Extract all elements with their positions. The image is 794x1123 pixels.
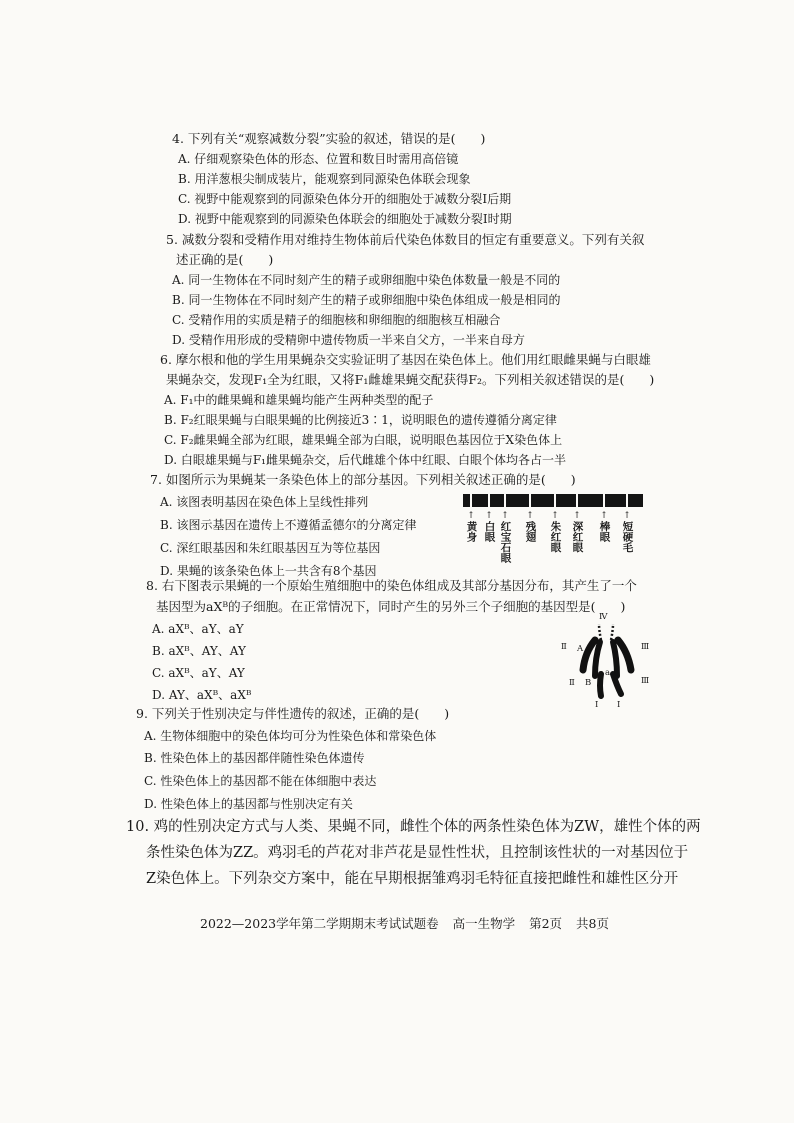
q10-stem-line2: 条性染色体为ZZ。鸡羽毛的芦花对非芦花是显性性状，且控制该性状的一对基因位于 bbox=[146, 845, 689, 861]
q5-option-c: C. 受精作用的实质是精子的细胞核和卵细胞的细胞核互相融合 bbox=[172, 313, 501, 327]
chromosome-IV-dotted bbox=[611, 624, 613, 640]
q8-stem-line2: 基因型为aXᴮ的子细胞。在正常情况下，同时产生的另外三个子细胞的基因型是( ) bbox=[156, 599, 626, 614]
chromosome-III-inner bbox=[613, 642, 617, 676]
roman-label: Ⅰ bbox=[595, 700, 599, 710]
chromosome-IV-dotted bbox=[599, 624, 601, 640]
roman-label: Ⅱ bbox=[569, 678, 575, 688]
q8-option-b: B. aXᴮ、AY、AY bbox=[152, 644, 246, 658]
q8-stem-line1: 8. 右下图表示果蝇的一个原始生殖细胞中的染色体组成及其部分基因分布，其产生了一个 bbox=[146, 578, 637, 593]
q10-stem-line1: 10. 鸡的性别决定方式与人类、果蝇不同，雌性个体的两条性染色体为ZW，雄性个体的两 bbox=[126, 819, 701, 835]
gene-locus-mark bbox=[529, 490, 531, 511]
gene-label: ↑ 朱红眼 bbox=[549, 511, 562, 553]
q7-option-c: C. 深红眼基因和朱红眼基因互为等位基因 bbox=[160, 541, 381, 555]
q4-option-b: B. 用洋葱根尖制成装片，能观察到同源染色体联会现象 bbox=[178, 172, 471, 186]
up-arrow-icon: ↑ bbox=[551, 511, 559, 521]
q6-option-d: D. 白眼雄果蝇与F₁雌果蝇杂交，后代雌雄个体中红眼、白眼个体均各占一半 bbox=[164, 453, 566, 467]
gene-letter: A bbox=[577, 644, 584, 654]
roman-label: Ⅳ bbox=[599, 612, 608, 622]
exam-title: 2022—2023学年第二学期期末考试试题卷 bbox=[200, 916, 439, 931]
gene-locus-mark bbox=[470, 490, 472, 511]
q5-stem-line2: 述正确的是( ) bbox=[176, 252, 274, 267]
up-arrow-icon: ↑ bbox=[600, 511, 608, 521]
gene-letter: B bbox=[585, 678, 592, 688]
gene-label: ↑ 深红眼 bbox=[571, 511, 584, 553]
up-arrow-icon: ↑ bbox=[467, 511, 475, 521]
q5-option-a: A. 同一生物体在不同时刻产生的精子或卵细胞中染色体数量一般是不同的 bbox=[172, 273, 561, 287]
q7-option-a: A. 该图表明基因在染色体上呈线性排列 bbox=[160, 495, 369, 509]
q6-option-b: B. F₂红眼果蝇与白眼果蝇的比例接近3∶1，说明眼色的遗传遵循分离定律 bbox=[164, 413, 557, 427]
gene-locus-mark bbox=[603, 490, 605, 511]
gene-locus-mark bbox=[504, 490, 506, 511]
gene-locus-mark bbox=[576, 490, 578, 511]
q4-option-a: A. 仔细观察染色体的形态、位置和数目时需用高倍镜 bbox=[178, 152, 459, 166]
q9-option-d: D. 性染色体上的基因都与性别决定有关 bbox=[144, 797, 353, 811]
q9-stem: 9. 下列关于性别决定与伴性遗传的叙述，正确的是( ) bbox=[136, 706, 450, 721]
gene-label: ↑ 残翅 bbox=[524, 511, 537, 542]
q8-option-c: C. aXᴮ、aY、AY bbox=[152, 666, 245, 680]
q7-option-d: D. 果蝇的该条染色体上一共含有8个基因 bbox=[160, 564, 377, 578]
gene-label: ↑ 短硬毛 bbox=[621, 511, 634, 553]
gene-letter: a bbox=[605, 668, 611, 678]
gene-label: ↑ 白眼 bbox=[483, 511, 496, 542]
chromosome-II-inner bbox=[595, 642, 600, 676]
q6-stem-line2: 果蝇杂交，发现F₁全为红眼，又将F₁雌雄果蝇交配获得F₂。下列相关叙述错误的是( ) bbox=[166, 372, 655, 387]
page-number: 第2页 bbox=[529, 916, 563, 931]
q6-option-a: A. F₁中的雌果蝇和雄果蝇均能产生两种类型的配子 bbox=[164, 393, 434, 407]
subject-name: 高一生物学 bbox=[452, 916, 516, 931]
roman-label: Ⅲ bbox=[641, 676, 650, 686]
q7-stem: 7. 如图所示为果蝇某一条染色体上的部分基因。下列相关叙述正确的是( ) bbox=[150, 472, 576, 487]
cell-chromosome-diagram bbox=[555, 612, 665, 712]
up-arrow-icon: ↑ bbox=[526, 511, 534, 521]
gene-locus-mark bbox=[626, 490, 628, 511]
gene-label: ↑ 黄身 bbox=[465, 511, 478, 542]
q7-option-b: B. 该图示基因在遗传上不遵循孟德尔的分离定律 bbox=[160, 518, 417, 532]
roman-label: Ⅰ bbox=[617, 700, 621, 710]
up-arrow-icon: ↑ bbox=[623, 511, 631, 521]
q4-stem: 4. 下列有关“观察减数分裂”实验的叙述，错误的是( ) bbox=[172, 131, 486, 146]
q10-stem-line3: Z染色体上。下列杂交方案中，能在早期根据雏鸡羽毛特征直接把雌性和雄性区分开 bbox=[146, 871, 679, 887]
q5-option-b: B. 同一生物体在不同时刻产生的精子或卵细胞中染色体组成一般是相同的 bbox=[172, 293, 561, 307]
roman-label: Ⅲ bbox=[641, 642, 650, 652]
chromosome-III-right bbox=[618, 640, 631, 670]
up-arrow-icon: ↑ bbox=[485, 511, 493, 521]
q6-option-c: C. F₂雌果蝇全部为红眼，雄果蝇全部为白眼，说明眼色基因位于X染色体上 bbox=[164, 433, 563, 447]
chromosome-set-figure bbox=[555, 612, 665, 712]
q9-option-b: B. 性染色体上的基因都伴随性染色体遗传 bbox=[144, 751, 365, 765]
chromosome-I-left bbox=[600, 674, 601, 696]
q8-option-a: A. aXᴮ、aY、aY bbox=[152, 622, 244, 636]
gene-locus-mark bbox=[554, 490, 556, 511]
gene-locus-mark bbox=[488, 490, 490, 511]
q4-option-d: D. 视野中能观察到的同源染色体联会的细胞处于减数分裂Ⅰ时期 bbox=[178, 212, 512, 226]
q9-option-a: A. 生物体细胞中的染色体均可分为性染色体和常染色体 bbox=[144, 729, 437, 743]
q8-option-d: D. AY、aXᴮ、aXᴮ bbox=[152, 688, 252, 702]
chromosome-gene-diagram bbox=[463, 490, 643, 590]
roman-label: Ⅱ bbox=[561, 642, 567, 652]
q5-stem-line1: 5. 减数分裂和受精作用对维持生物体前后代染色体数目的恒定有重要意义。下列有关叙 bbox=[166, 232, 645, 247]
up-arrow-icon: ↑ bbox=[573, 511, 581, 521]
up-arrow-icon: ↑ bbox=[501, 511, 509, 521]
page-footer bbox=[200, 914, 619, 932]
page-total: 共8页 bbox=[576, 916, 609, 931]
chromosome-bar bbox=[463, 494, 643, 507]
q9-option-c: C. 性染色体上的基因都不能在体细胞中表达 bbox=[144, 774, 377, 788]
q4-option-c: C. 视野中能观察到的同源染色体分开的细胞处于减数分裂Ⅰ后期 bbox=[178, 192, 512, 206]
gene-label: ↑ 棒眼 bbox=[598, 511, 611, 542]
q5-option-d: D. 受精作用形成的受精卵中遗传物质一半来自父方，一半来自母方 bbox=[172, 333, 525, 347]
q6-stem-line1: 6. 摩尔根和他的学生用果蝇杂交实验证明了基因在染色体上。他们用红眼雌果蝇与白眼雄 bbox=[160, 352, 651, 367]
gene-label: ↑ 红宝石眼 bbox=[499, 511, 512, 563]
